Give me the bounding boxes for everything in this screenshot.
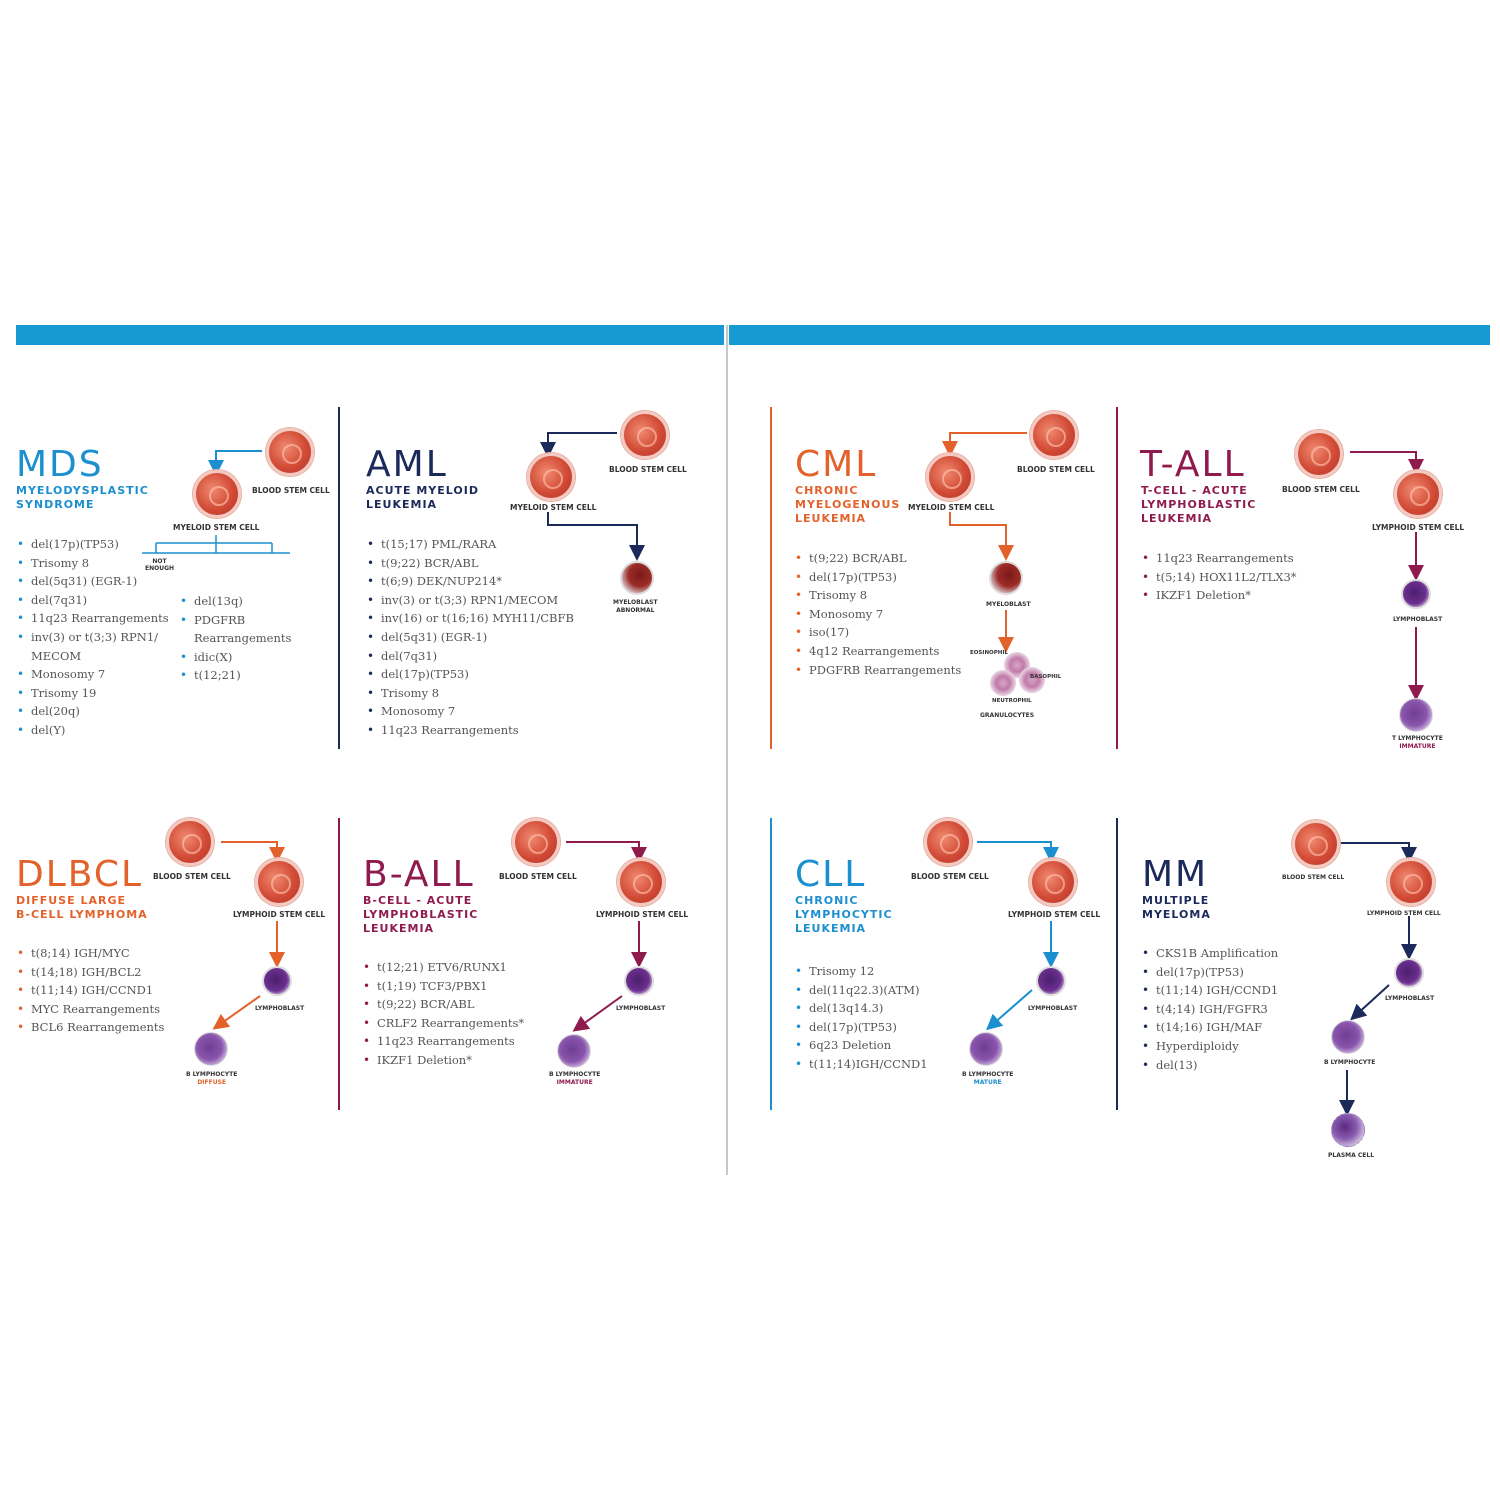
ball-blood-stem-cell: [512, 818, 560, 866]
cml-basophil-label: BASOPHIL: [1030, 674, 1062, 680]
mm-abnormalities: [1142, 944, 1278, 1074]
mm-title: MM: [1142, 854, 1209, 895]
tall-lymphoblast-cell: [1401, 579, 1431, 609]
list-item: • 11q23 Rearrangements: [363, 1032, 524, 1051]
divider-cll: [770, 818, 772, 1110]
list-item: • t(4;14) IGH/FGFR3: [1142, 1000, 1278, 1019]
cll-arrow-blood-lymphoid: [977, 842, 1051, 855]
list-item: • Trisomy 12: [795, 962, 928, 981]
list-item: • 6q23 Deletion: [795, 1036, 928, 1055]
list-item: • t(11;14) IGH/CCND1: [1142, 981, 1278, 1000]
ball-title: B-ALL: [363, 854, 475, 895]
list-item: • Monosomy 7: [17, 665, 169, 684]
dlbcl-lymphoid-stem-cell-label: LYMPHOID STEM CELL: [233, 910, 326, 919]
ball-abnormalities: [363, 958, 524, 1070]
list-item: • PDGFRB Rearrangements: [795, 661, 961, 680]
list-item: • t(5;14) HOX11L2/TLX3*: [1142, 568, 1297, 587]
cll-lymphoblast-cell: [1036, 966, 1066, 996]
mm-lymphoblast-label: LYMPHOBLAST: [1385, 995, 1435, 1002]
list-item: • PDGFRB: [180, 611, 291, 630]
list-item: • del(13q14.3): [795, 999, 928, 1018]
cml-fullname: CHRONIC MYELOGENOUS LEUKEMIA: [795, 484, 901, 525]
mm-plasma-cell: [1331, 1113, 1365, 1147]
mm-lymphoblast-cell: [1394, 958, 1424, 988]
list-item: • del(17p)(TP53): [367, 665, 574, 684]
cml-neutrophil-cell: [990, 670, 1016, 696]
list-item: • inv(3) or t(3;3) RPN1/MECOM: [367, 591, 574, 610]
cml-title: CML: [795, 444, 878, 485]
divider-ball: [338, 818, 340, 1110]
dlbcl-blood-stem-cell: [166, 818, 214, 866]
cml-blood-stem-cell: [1030, 411, 1078, 459]
tall-lymphoid-stem-cell: [1394, 470, 1442, 518]
list-item: • inv(3) or t(3;3) RPN1/: [17, 628, 169, 647]
cml-neutrophil-label: NEUTROPHIL: [992, 698, 1032, 704]
tall-lymphocyte-label: T LYMPHOCYTE IMMATURE: [1392, 735, 1443, 750]
list-item: • CKS1B Amplification: [1142, 944, 1278, 963]
mds-blood-stem-cell: [266, 428, 314, 476]
list-item: • t(1;19) TCF3/PBX1: [363, 977, 524, 996]
aml-myeloblast-cell: [620, 561, 654, 595]
ball-lymphocyte-cell: [557, 1034, 591, 1068]
ball-fullname: B-CELL - ACUTE LYMPHOBLASTIC LEUKEMIA: [363, 894, 479, 935]
list-item: • t(9;22) BCR/ABL: [363, 995, 524, 1014]
dlbcl-title: DLBCL: [16, 854, 144, 895]
mds-title: MDS: [16, 444, 104, 485]
list-item: • IKZF1 Deletion*: [1142, 586, 1297, 605]
cll-abnormalities: [795, 962, 928, 1074]
list-item: • 4q12 Rearrangements: [795, 642, 961, 661]
cml-arrow-blood-myeloid: [950, 433, 1027, 449]
list-item: • del(13): [1142, 1056, 1278, 1075]
aml-myeloid-stem-cell-label: MYELOID STEM CELL: [510, 503, 597, 512]
list-item: • t(8;14) IGH/MYC: [17, 944, 164, 963]
aml-title: AML: [366, 444, 448, 485]
list-item-continuation: • Rearrangements: [180, 629, 291, 648]
list-item: • del(20q): [17, 702, 169, 721]
divider-cml: [770, 407, 772, 749]
tall-arrow-blood-lymphoid: [1350, 452, 1416, 467]
mm-plasma-cell-label: PLASMA CELL: [1328, 1152, 1375, 1159]
mds-not-enough-label: NOT ENOUGH: [145, 558, 175, 572]
cll-lymphocyte-cell: [969, 1032, 1003, 1066]
list-item: • Trisomy 8: [795, 586, 961, 605]
ball-blood-stem-cell-label: BLOOD STEM CELL: [499, 872, 577, 881]
list-item-continuation: • MECOM: [17, 647, 169, 666]
dlbcl-lymphoblast-cell: [262, 966, 292, 996]
list-item: • 11q23 Rearrangements: [17, 609, 169, 628]
dlbcl-lymphocyte-label: B LYMPHOCYTE DIFFUSE: [186, 1071, 238, 1086]
mds-myeloid-stem-cell-label: MYELOID STEM CELL: [173, 523, 260, 532]
cml-granulocytes-label: GRANULOCYTES: [980, 712, 1035, 719]
list-item: • inv(16) or t(16;16) MYH11/CBFB: [367, 609, 574, 628]
header-bar-right: [729, 325, 1490, 345]
ball-lymphocyte-label: B LYMPHOCYTE IMMATURE: [549, 1071, 601, 1086]
header-bar-left: [16, 325, 724, 345]
aml-myeloid-stem-cell: [527, 453, 575, 501]
list-item: • Trisomy 19: [17, 684, 169, 703]
cml-arrow-myeloid-myeloblast: [950, 512, 1006, 553]
list-item: • 11q23 Rearrangements: [367, 721, 574, 740]
cml-myeloid-stem-cell: [926, 453, 974, 501]
cll-arrow-lymphoblast-lymphocyte: [992, 990, 1032, 1025]
mds-myeloid-stem-cell: [193, 470, 241, 518]
cll-lymphoid-stem-cell: [1029, 858, 1077, 906]
list-item: • t(11;14)IGH/CCND1: [795, 1055, 928, 1074]
ball-lymphoid-stem-cell-label: LYMPHOID STEM CELL: [596, 910, 689, 919]
dlbcl-lymphocyte-cell: [194, 1032, 228, 1066]
divider-tall: [1116, 407, 1118, 749]
list-item: • t(14;16) IGH/MAF: [1142, 1018, 1278, 1037]
list-item: • 11q23 Rearrangements: [1142, 549, 1297, 568]
list-item: • del(7q31): [17, 591, 169, 610]
list-item: • del(Y): [17, 721, 169, 740]
list-item: • t(14;18) IGH/BCL2: [17, 963, 164, 982]
cll-blood-stem-cell: [924, 818, 972, 866]
list-item: • Monosomy 7: [795, 605, 961, 624]
list-item: • del(5q31) (EGR-1): [17, 572, 169, 591]
mds-blood-stem-cell-label: BLOOD STEM CELL: [252, 486, 330, 495]
dlbcl-lymphoblast-label: LYMPHOBLAST: [255, 1005, 305, 1012]
list-item: • IKZF1 Deletion*: [363, 1051, 524, 1070]
dlbcl-arrow-lymphoblast-lymphocyte: [219, 996, 260, 1025]
cml-myeloblast-cell: [989, 561, 1023, 595]
cml-abnormalities: [795, 549, 961, 679]
aml-fullname: ACUTE MYELOID LEUKEMIA: [366, 484, 479, 511]
mds-arrow-blood-myeloid: [216, 451, 262, 468]
cll-fullname: CHRONIC LYMPHOCYTIC LEUKEMIA: [795, 894, 893, 935]
mds-fullname: MYELODYSPLASTIC SYNDROME: [16, 484, 149, 511]
list-item: • del(17p)(TP53): [795, 1018, 928, 1037]
list-item: • Hyperdiploidy: [1142, 1037, 1278, 1056]
tall-blood-stem-cell: [1295, 430, 1343, 478]
mm-fullname: MULTIPLE MYELOMA: [1142, 894, 1211, 921]
mm-arrow-blood-lymphoid: [1340, 843, 1409, 855]
aml-abnormalities: [367, 535, 574, 740]
mds-abnormalities-col2: [180, 592, 291, 685]
tall-lymphocyte-cell: [1399, 698, 1433, 732]
aml-blood-stem-cell: [621, 411, 669, 459]
tall-blood-stem-cell-label: BLOOD STEM CELL: [1282, 485, 1360, 494]
dlbcl-lymphoid-stem-cell: [255, 858, 303, 906]
aml-arrow-blood-myeloid: [548, 433, 617, 450]
cll-lymphocyte-label: B LYMPHOCYTE MATURE: [962, 1071, 1014, 1086]
cll-lymphoblast-label: LYMPHOBLAST: [1028, 1005, 1078, 1012]
mds-abnormalities-col1: [17, 535, 169, 740]
ball-lymphoid-stem-cell: [617, 858, 665, 906]
list-item: • del(5q31) (EGR-1): [367, 628, 574, 647]
list-item: • del(17p)(TP53): [795, 568, 961, 587]
list-item: • t(9;22) BCR/ABL: [367, 554, 574, 573]
dlbcl-arrow-blood-lymphoid: [221, 842, 277, 855]
cml-myeloid-stem-cell-label: MYELOID STEM CELL: [908, 503, 995, 512]
aml-blood-stem-cell-label: BLOOD STEM CELL: [609, 465, 687, 474]
divider-mm: [1116, 818, 1118, 1110]
mm-lymphocyte-cell: [1331, 1020, 1365, 1054]
list-item: • del(17p)(TP53): [1142, 963, 1278, 982]
divider-aml: [338, 407, 340, 749]
ball-lymphoblast-cell: [624, 966, 654, 996]
list-item: • iso(17): [795, 623, 961, 642]
list-item: • del(13q): [180, 592, 291, 611]
page-gutter: [726, 325, 728, 1175]
tall-title: T-ALL: [1140, 444, 1246, 485]
cml-myeloblast-label: MYELOBLAST: [986, 601, 1031, 608]
list-item: • t(11;14) IGH/CCND1: [17, 981, 164, 1000]
list-item: • idic(X): [180, 648, 291, 667]
list-item: • MYC Rearrangements: [17, 1000, 164, 1019]
ball-lymphoblast-label: LYMPHOBLAST: [616, 1005, 666, 1012]
list-item: • t(15;17) PML/RARA: [367, 535, 574, 554]
list-item: • Trisomy 8: [17, 554, 169, 573]
list-item: • del(7q31): [367, 647, 574, 666]
tall-abnormalities: [1142, 549, 1297, 605]
list-item: • t(9;22) BCR/ABL: [795, 549, 961, 568]
ball-arrow-blood-lymphoid: [566, 842, 639, 855]
cll-lymphoid-stem-cell-label: LYMPHOID STEM CELL: [1008, 910, 1101, 919]
tall-lymphoblast-label: LYMPHOBLAST: [1393, 616, 1443, 623]
mm-lymphocyte-label: B LYMPHOCYTE: [1324, 1059, 1376, 1066]
dlbcl-fullname: DIFFUSE LARGE B-CELL LYMPHOMA: [16, 894, 148, 921]
list-item: • BCL6 Rearrangements: [17, 1018, 164, 1037]
cml-eosinophil-label: EOSINOPHIL: [970, 650, 1008, 656]
list-item: • t(12;21) ETV6/RUNX1: [363, 958, 524, 977]
mm-blood-stem-cell-label: BLOOD STEM CELL: [1282, 874, 1345, 881]
list-item: • Trisomy 8: [367, 684, 574, 703]
dlbcl-abnormalities: [17, 944, 164, 1037]
dlbcl-blood-stem-cell-label: BLOOD STEM CELL: [153, 872, 231, 881]
list-item: • Monosomy 7: [367, 702, 574, 721]
list-item: • CRLF2 Rearrangements*: [363, 1014, 524, 1033]
cml-blood-stem-cell-label: BLOOD STEM CELL: [1017, 465, 1095, 474]
list-item: • del(11q22.3)(ATM): [795, 981, 928, 1000]
tall-lymphoid-stem-cell-label: LYMPHOID STEM CELL: [1372, 523, 1465, 532]
mm-lymphoid-stem-cell: [1387, 858, 1435, 906]
list-item: • t(12;21): [180, 666, 291, 685]
mm-lymphoid-stem-cell-label: LYMPHOID STEM CELL: [1367, 910, 1441, 917]
mm-blood-stem-cell: [1292, 820, 1340, 868]
cll-title: CLL: [795, 854, 867, 895]
cll-blood-stem-cell-label: BLOOD STEM CELL: [911, 872, 989, 881]
tall-fullname: T-CELL - ACUTE LYMPHOBLASTIC LEUKEMIA: [1141, 484, 1257, 525]
list-item: • del(17p)(TP53): [17, 535, 169, 554]
list-item: • t(6;9) DEK/NUP214*: [367, 572, 574, 591]
aml-myeloblast-label: MYELOBLAST ABNORMAL: [613, 599, 658, 614]
